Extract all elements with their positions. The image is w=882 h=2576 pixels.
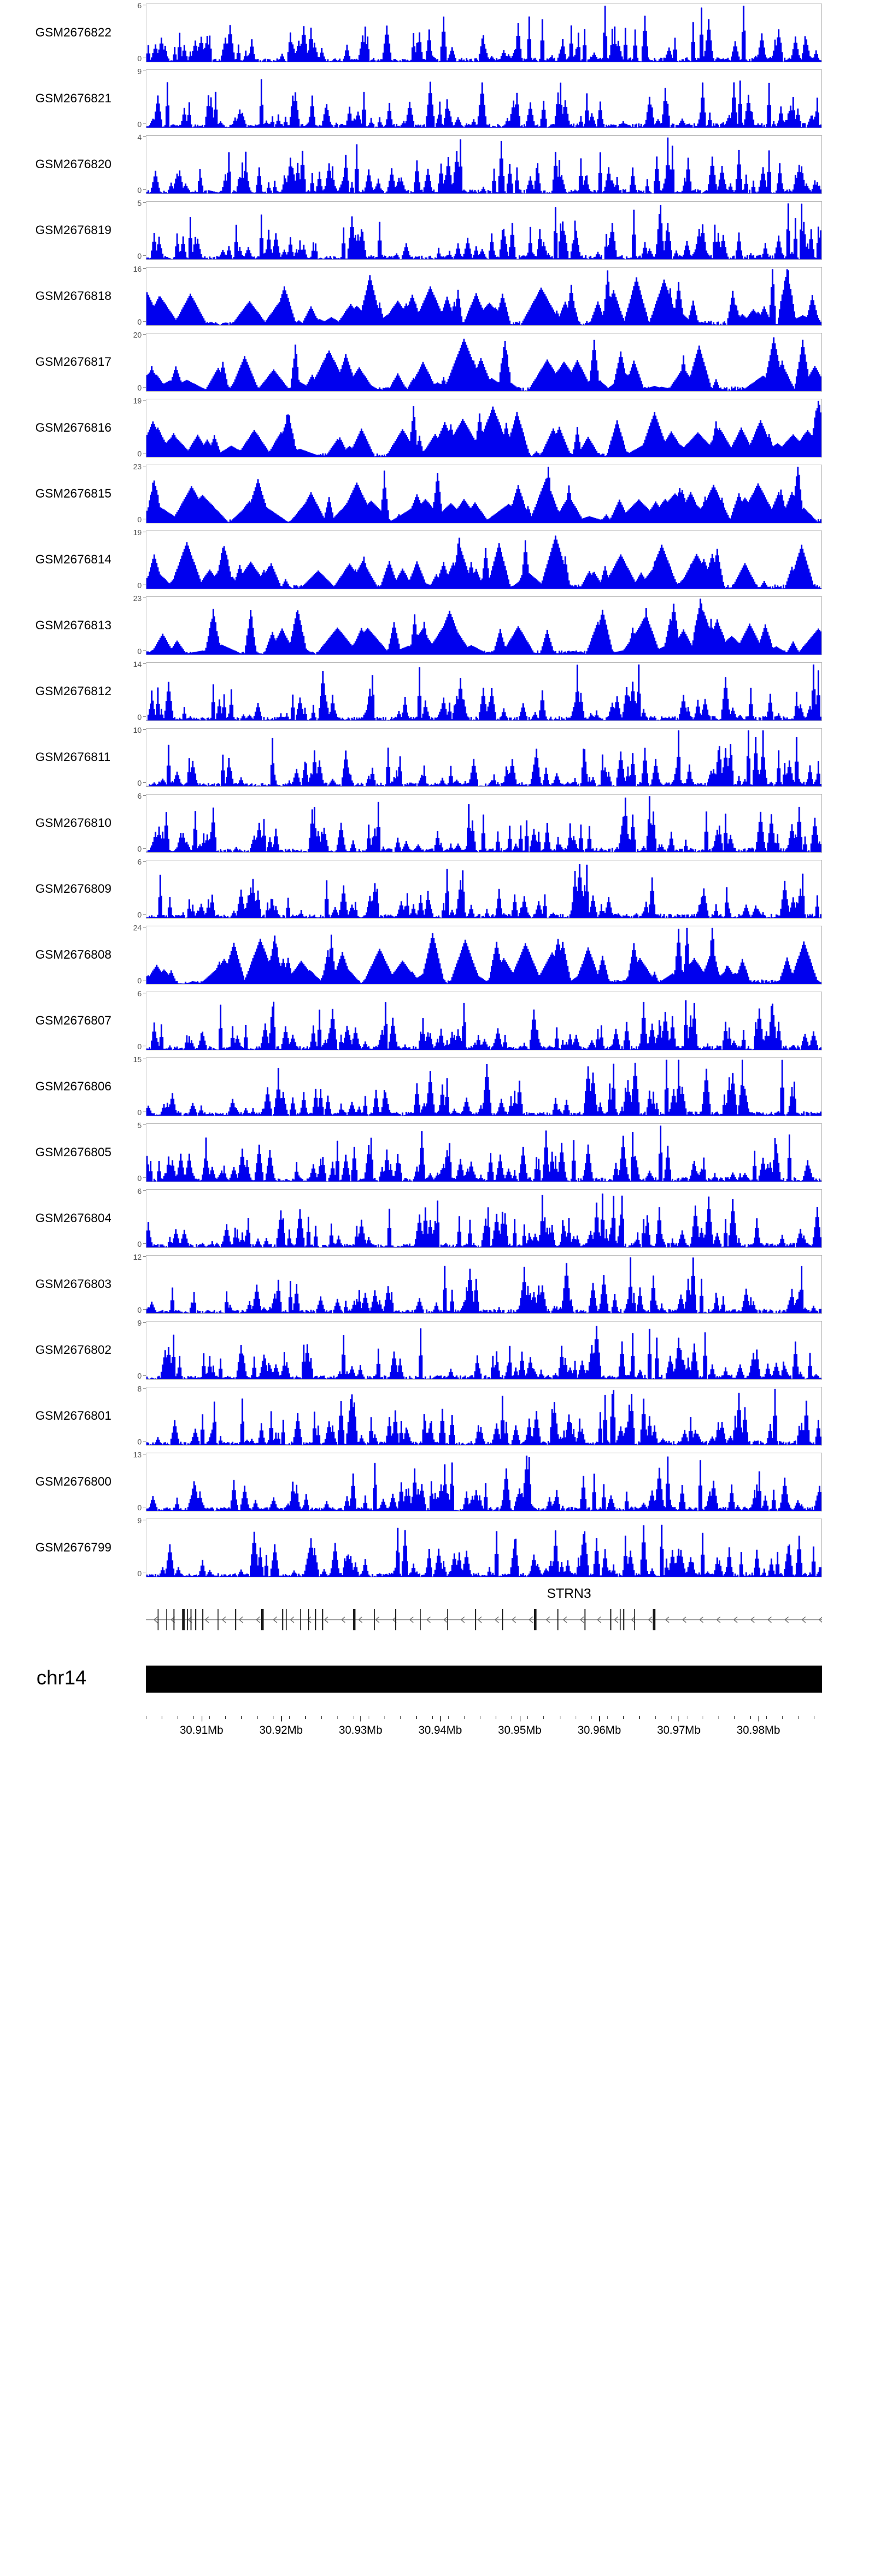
coverage-path bbox=[146, 860, 821, 918]
coverage-track bbox=[0, 725, 882, 790]
track-sample-label: GSM2676809 bbox=[35, 882, 112, 896]
coverage-path bbox=[146, 992, 821, 1050]
track-sample-label: GSM2676819 bbox=[35, 223, 112, 237]
axis-minor-tick bbox=[527, 1716, 528, 1719]
chromosome-ideogram bbox=[146, 1666, 822, 1693]
track-plot-area bbox=[146, 465, 822, 523]
track-plot-area bbox=[146, 1123, 822, 1182]
coverage-path bbox=[146, 465, 821, 523]
track-axis-max: 9 bbox=[137, 1319, 142, 1327]
axis-minor-tick bbox=[655, 1716, 656, 1719]
track-plot-area bbox=[146, 69, 822, 128]
chromosome-label: chr14 bbox=[36, 1667, 87, 1689]
axis-tick-label: 30.92Mb bbox=[259, 1724, 303, 1737]
track-axis-max: 23 bbox=[133, 594, 142, 603]
track-plot-area bbox=[146, 1453, 822, 1511]
coverage-track bbox=[0, 856, 882, 922]
track-axis-max: 5 bbox=[137, 199, 142, 208]
coverage-track bbox=[0, 1054, 882, 1120]
track-sample-label: GSM2676801 bbox=[35, 1409, 112, 1423]
coverage-path bbox=[146, 597, 821, 655]
track-sample-label: GSM2676810 bbox=[35, 816, 112, 830]
coverage-path bbox=[146, 1519, 821, 1577]
coverage-track bbox=[0, 593, 882, 659]
track-axis-max: 6 bbox=[137, 1187, 142, 1196]
coverage-track bbox=[0, 263, 882, 329]
track-axis-min: 0 bbox=[137, 54, 142, 63]
coverage-track bbox=[0, 461, 882, 527]
coverage-track bbox=[0, 66, 882, 132]
axis-minor-tick bbox=[607, 1716, 608, 1719]
axis-tick-label: 30.95Mb bbox=[497, 1724, 542, 1737]
axis-tick-mark bbox=[440, 1716, 441, 1721]
track-sample-label: GSM2676802 bbox=[35, 1343, 112, 1357]
coverage-track bbox=[0, 395, 882, 461]
coverage-track bbox=[0, 198, 882, 263]
chromosome-panel bbox=[0, 1651, 882, 1716]
track-sample-label: GSM2676822 bbox=[35, 26, 112, 39]
track-axis-min: 0 bbox=[137, 515, 142, 524]
coverage-path bbox=[146, 333, 821, 391]
coverage-path bbox=[146, 268, 821, 325]
track-sample-label: GSM2676807 bbox=[35, 1014, 112, 1027]
track-axis-max: 4 bbox=[137, 133, 142, 142]
coverage-path bbox=[146, 1124, 821, 1182]
gene-model bbox=[146, 1604, 822, 1634]
axis-minor-tick bbox=[337, 1716, 338, 1719]
axis-tick-label: 30.94Mb bbox=[418, 1724, 462, 1737]
track-axis-max: 20 bbox=[133, 331, 142, 339]
coverage-path bbox=[146, 1190, 821, 1247]
track-sample-label: GSM2676800 bbox=[35, 1475, 112, 1489]
track-sample-label: GSM2676818 bbox=[35, 289, 112, 303]
track-axis-min: 0 bbox=[137, 713, 142, 722]
coverage-track bbox=[0, 1317, 882, 1383]
track-axis-max: 5 bbox=[137, 1121, 142, 1130]
track-axis-min: 0 bbox=[137, 1240, 142, 1249]
coverage-track bbox=[0, 659, 882, 725]
genomic-axis-panel bbox=[0, 1716, 882, 1757]
track-plot-area bbox=[146, 728, 822, 787]
coverage-path bbox=[146, 663, 821, 720]
track-sample-label: GSM2676799 bbox=[35, 1541, 112, 1554]
track-plot-area bbox=[146, 1057, 822, 1116]
track-axis-min: 0 bbox=[137, 910, 142, 919]
genomic-axis-ticks bbox=[146, 1716, 822, 1757]
coverage-path bbox=[146, 202, 821, 259]
track-sample-label: GSM2676815 bbox=[35, 487, 112, 500]
track-axis-max: 15 bbox=[133, 1055, 142, 1064]
track-axis-min: 0 bbox=[137, 647, 142, 656]
axis-minor-tick bbox=[321, 1716, 322, 1719]
coverage-track bbox=[0, 1383, 882, 1449]
axis-tick-mark bbox=[281, 1716, 282, 1721]
coverage-path bbox=[146, 1058, 821, 1116]
track-sample-label: GSM2676816 bbox=[35, 421, 112, 435]
track-axis-max: 9 bbox=[137, 1516, 142, 1525]
coverage-track bbox=[0, 790, 882, 856]
axis-minor-tick bbox=[209, 1716, 210, 1719]
track-axis-min: 0 bbox=[137, 1108, 142, 1117]
track-axis-min: 0 bbox=[137, 1569, 142, 1578]
track-plot-area bbox=[146, 530, 822, 589]
axis-minor-tick bbox=[257, 1716, 258, 1719]
coverage-path bbox=[146, 1387, 821, 1445]
track-axis-min: 0 bbox=[137, 1372, 142, 1380]
axis-tick-label: 30.98Mb bbox=[736, 1724, 780, 1737]
track-plot-area bbox=[146, 1255, 822, 1314]
track-sample-label: GSM2676817 bbox=[35, 355, 112, 369]
track-sample-label: GSM2676820 bbox=[35, 158, 112, 171]
axis-tick-mark bbox=[360, 1716, 361, 1721]
coverage-path bbox=[146, 70, 821, 128]
axis-minor-tick bbox=[305, 1716, 306, 1719]
track-axis-max: 10 bbox=[133, 726, 142, 735]
coverage-path bbox=[146, 1322, 821, 1379]
axis-minor-tick bbox=[432, 1716, 433, 1719]
track-axis-max: 12 bbox=[133, 1253, 142, 1262]
axis-minor-tick bbox=[193, 1716, 194, 1719]
track-sample-label: GSM2676806 bbox=[35, 1080, 112, 1093]
track-axis-min: 0 bbox=[137, 845, 142, 853]
track-sample-label: GSM2676812 bbox=[35, 685, 112, 698]
coverage-track bbox=[0, 1449, 882, 1515]
axis-tick-label: 30.97Mb bbox=[657, 1724, 701, 1737]
track-axis-min: 0 bbox=[137, 120, 142, 129]
track-plot-area bbox=[146, 135, 822, 194]
axis-minor-tick bbox=[734, 1716, 735, 1719]
axis-minor-tick bbox=[289, 1716, 290, 1719]
axis-minor-tick bbox=[750, 1716, 751, 1719]
track-axis-max: 23 bbox=[133, 462, 142, 471]
axis-tick-mark bbox=[599, 1716, 600, 1721]
track-plot-area bbox=[146, 794, 822, 853]
coverage-track bbox=[0, 1515, 882, 1581]
coverage-track bbox=[0, 0, 882, 66]
track-axis-max: 6 bbox=[137, 792, 142, 800]
axis-tick-label: 30.96Mb bbox=[577, 1724, 622, 1737]
track-axis-min: 0 bbox=[137, 1437, 142, 1446]
track-axis-max: 13 bbox=[133, 1450, 142, 1459]
track-axis-min: 0 bbox=[137, 252, 142, 261]
axis-minor-tick bbox=[241, 1716, 242, 1719]
track-plot-area bbox=[146, 399, 822, 458]
track-plot-area bbox=[146, 201, 822, 260]
coverage-path bbox=[146, 136, 821, 193]
track-sample-label: GSM2676821 bbox=[35, 92, 112, 105]
axis-minor-tick bbox=[400, 1716, 401, 1719]
axis-minor-tick bbox=[623, 1716, 624, 1719]
gene-annotation-panel bbox=[0, 1581, 882, 1651]
track-plot-area bbox=[146, 1189, 822, 1248]
axis-minor-tick bbox=[639, 1716, 640, 1719]
track-plot-area bbox=[146, 1387, 822, 1446]
track-plot-area bbox=[146, 992, 822, 1050]
track-axis-min: 0 bbox=[137, 318, 142, 326]
track-axis-max: 19 bbox=[133, 528, 142, 537]
axis-minor-tick bbox=[448, 1716, 449, 1719]
track-axis-max: 24 bbox=[133, 923, 142, 932]
track-sample-label: GSM2676803 bbox=[35, 1277, 112, 1291]
coverage-track bbox=[0, 988, 882, 1054]
coverage-track bbox=[0, 922, 882, 988]
track-axis-min: 0 bbox=[137, 1503, 142, 1512]
track-sample-label: GSM2676804 bbox=[35, 1212, 112, 1225]
track-plot-area bbox=[146, 1519, 822, 1577]
gene-label: STRN3 bbox=[547, 1586, 592, 1601]
track-axis-min: 0 bbox=[137, 1174, 142, 1183]
track-plot-area bbox=[146, 1321, 822, 1380]
track-plot-area bbox=[146, 267, 822, 326]
track-axis-max: 9 bbox=[137, 67, 142, 76]
track-sample-label: GSM2676808 bbox=[35, 948, 112, 962]
track-sample-label: GSM2676805 bbox=[35, 1146, 112, 1159]
track-axis-min: 0 bbox=[137, 383, 142, 392]
coverage-track bbox=[0, 132, 882, 198]
coverage-path bbox=[146, 1256, 821, 1313]
track-sample-label: GSM2676814 bbox=[35, 553, 112, 566]
axis-minor-tick bbox=[782, 1716, 783, 1719]
coverage-path bbox=[146, 4, 821, 62]
track-axis-min: 0 bbox=[137, 779, 142, 788]
track-axis-min: 0 bbox=[137, 1042, 142, 1051]
axis-minor-tick bbox=[798, 1716, 799, 1719]
axis-minor-tick bbox=[225, 1716, 226, 1719]
track-axis-min: 0 bbox=[137, 581, 142, 590]
track-plot-area bbox=[146, 926, 822, 985]
axis-minor-tick bbox=[464, 1716, 465, 1719]
axis-tick-label: 30.91Mb bbox=[179, 1724, 223, 1737]
track-axis-max: 6 bbox=[137, 857, 142, 866]
track-plot-area bbox=[146, 333, 822, 392]
track-sample-label: GSM2676813 bbox=[35, 619, 112, 632]
coverage-path bbox=[146, 926, 821, 984]
track-axis-min: 0 bbox=[137, 1306, 142, 1314]
axis-tick-label: 30.93Mb bbox=[339, 1724, 383, 1737]
coverage-path bbox=[146, 1453, 821, 1511]
track-axis-min: 0 bbox=[137, 976, 142, 985]
coverage-track bbox=[0, 1120, 882, 1186]
track-axis-max: 14 bbox=[133, 660, 142, 669]
track-plot-area bbox=[146, 860, 822, 919]
coverage-track bbox=[0, 527, 882, 593]
axis-minor-tick bbox=[543, 1716, 544, 1719]
track-axis-min: 0 bbox=[137, 449, 142, 458]
coverage-track bbox=[0, 1252, 882, 1317]
coverage-track bbox=[0, 1186, 882, 1252]
track-axis-max: 8 bbox=[137, 1384, 142, 1393]
track-sample-label: GSM2676811 bbox=[35, 750, 111, 764]
track-axis-max: 6 bbox=[137, 1, 142, 10]
coverage-path bbox=[146, 399, 821, 457]
coverage-path bbox=[146, 531, 821, 589]
track-plot-area bbox=[146, 662, 822, 721]
track-axis-min: 0 bbox=[137, 186, 142, 195]
axis-minor-tick bbox=[766, 1716, 767, 1719]
axis-minor-tick bbox=[416, 1716, 417, 1719]
track-plot-area bbox=[146, 4, 822, 62]
coverage-path bbox=[146, 729, 821, 786]
coverage-track bbox=[0, 329, 882, 395]
track-axis-max: 6 bbox=[137, 989, 142, 998]
coverage-path bbox=[146, 795, 821, 852]
track-plot-area bbox=[146, 596, 822, 655]
track-axis-max: 19 bbox=[133, 396, 142, 405]
track-axis-max: 16 bbox=[133, 265, 142, 273]
